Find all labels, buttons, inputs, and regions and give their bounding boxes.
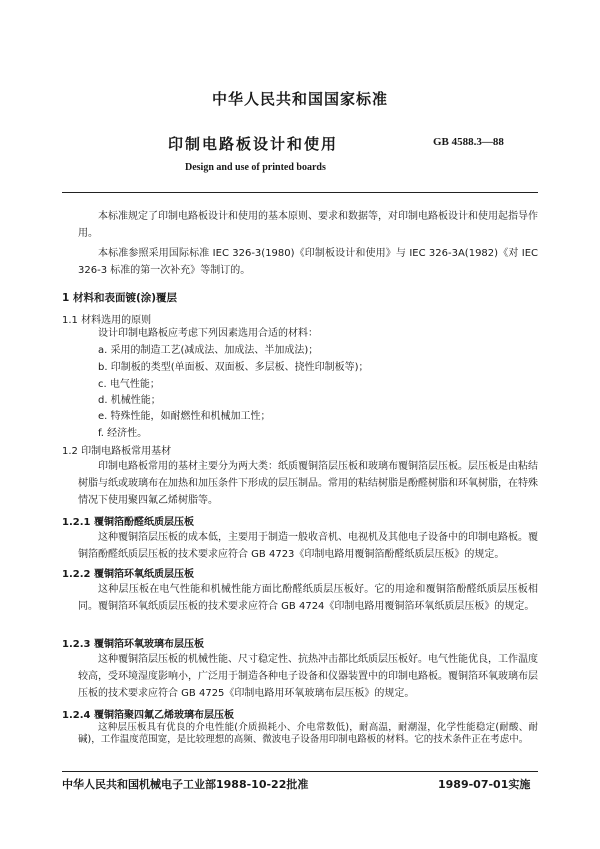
section-1-2-3-heading: 1.2.3 覆铜箔环氧玻璃布层压板 [62,639,204,650]
standard-title: 印制电路板设计和使用 [168,135,339,153]
list-item: f. 经济性。 [98,428,148,439]
header-rule [62,192,538,193]
intro-paragraph-2: 本标准参照采用国际标准 IEC 326-3(1980)《印制板设计和使用》与 IEC 326-3A(1982)《对 IEC 326-3 标准的第一次补充》等制订的。 [78,248,538,276]
section-1-2-4-heading: 1.2.4 覆铜箔聚四氟乙烯玻璃布层压板 [62,710,234,721]
section-1-2-2-heading: 1.2.2 覆铜箔环氧纸质层压板 [62,569,194,580]
approval-note: 中华人民共和国机械电子工业部1988-10-22批准 [62,778,309,791]
national-standard-heading: 中华人民共和国国家标准 [211,90,388,108]
section-1-heading: 1 材料和表面镀(涂)覆层 [62,292,178,304]
section-1-2-4-text: 这种层压板具有优良的介电性能(介质损耗小、介电常数低)，耐高温，耐潮湿，化学性能稳定(耐酸、耐碱)，工作温度范围宽，是比较理想的高频、微波电子设备用印制电路板的材料。它的技术条件正在考虑中。 [78,722,538,745]
list-item: b. 印制板的类型(单面板、双面板、多层板、挠性印制板等)； [98,362,369,373]
section-1-2-text: 印制电路板常用的基材主要分为两大类：纸质覆铜箔层压板和玻璃布覆铜箔层压板。层压板是由粘结树脂与纸或玻璃布在加热和加压条件下形成的层压制品。常用的粘结树脂是酚醛树脂和环氧树脂，在特殊情况下使用聚四氟乙烯树脂等。 [78,461,538,506]
effective-date: 1989-07-01实施 [438,778,531,791]
section-1-2-3-text: 这种覆铜箔层压板的机械性能、尺寸稳定性、抗热冲击都比纸质层压板好。电气性能优良，工作温度较高，受环境湿度影响小，广泛用于制造各种电子设备和仪器装置中的印制电路板。覆铜箔环氧玻璃布层压板的技术要求应符合 GB 4725《印制电路用环氧玻璃布层压板》的规定。 [78,654,538,699]
section-1-2-heading: 1.2 印制电路板常用基材 [62,446,172,457]
list-item: d. 机械性能； [98,395,161,406]
footer-rule [62,771,538,772]
section-1-1-heading: 1.1 材料选用的原则 [62,315,152,326]
english-subtitle: Design and use of printed boards [185,162,326,173]
list-item: c. 电气性能； [98,379,160,390]
section-1-1-lead: 设计印制电路板应考虑下列因素选用合适的材料： [98,328,318,339]
standard-code: GB 4588.3—88 [433,136,504,148]
intro-paragraph-1: 本标准规定了印制电路板设计和使用的基本原则、要求和数据等，对印制电路板设计和使用起指导作用。 [78,211,538,239]
section-1-2-2-text: 这种层压板在电气性能和机械性能方面比酚醛纸质层压板好。它的用途和覆铜箔酚醛纸质层压板相同。覆铜箔环氧纸质层压板的技术要求应符合 GB 4724《印制电路用覆铜箔环氧纸质层压板》的规定。 [78,584,538,612]
section-1-2-1-heading: 1.2.1 覆铜箔酚醛纸质层压板 [62,517,194,528]
list-item: e. 特殊性能，如耐燃性和机械加工性； [98,411,271,422]
list-item: a. 采用的制造工艺(减成法、加成法、半加成法)； [98,345,319,356]
section-1-2-1-text: 这种覆铜箔层压板的成本低，主要用于制造一般收音机、电视机及其他电子设备中的印制电路板。覆铜箔酚醛纸质层压板的技术要求应符合 GB 4723《印制电路用覆铜箔酚醛纸质层压板》的规定。 [78,532,538,560]
